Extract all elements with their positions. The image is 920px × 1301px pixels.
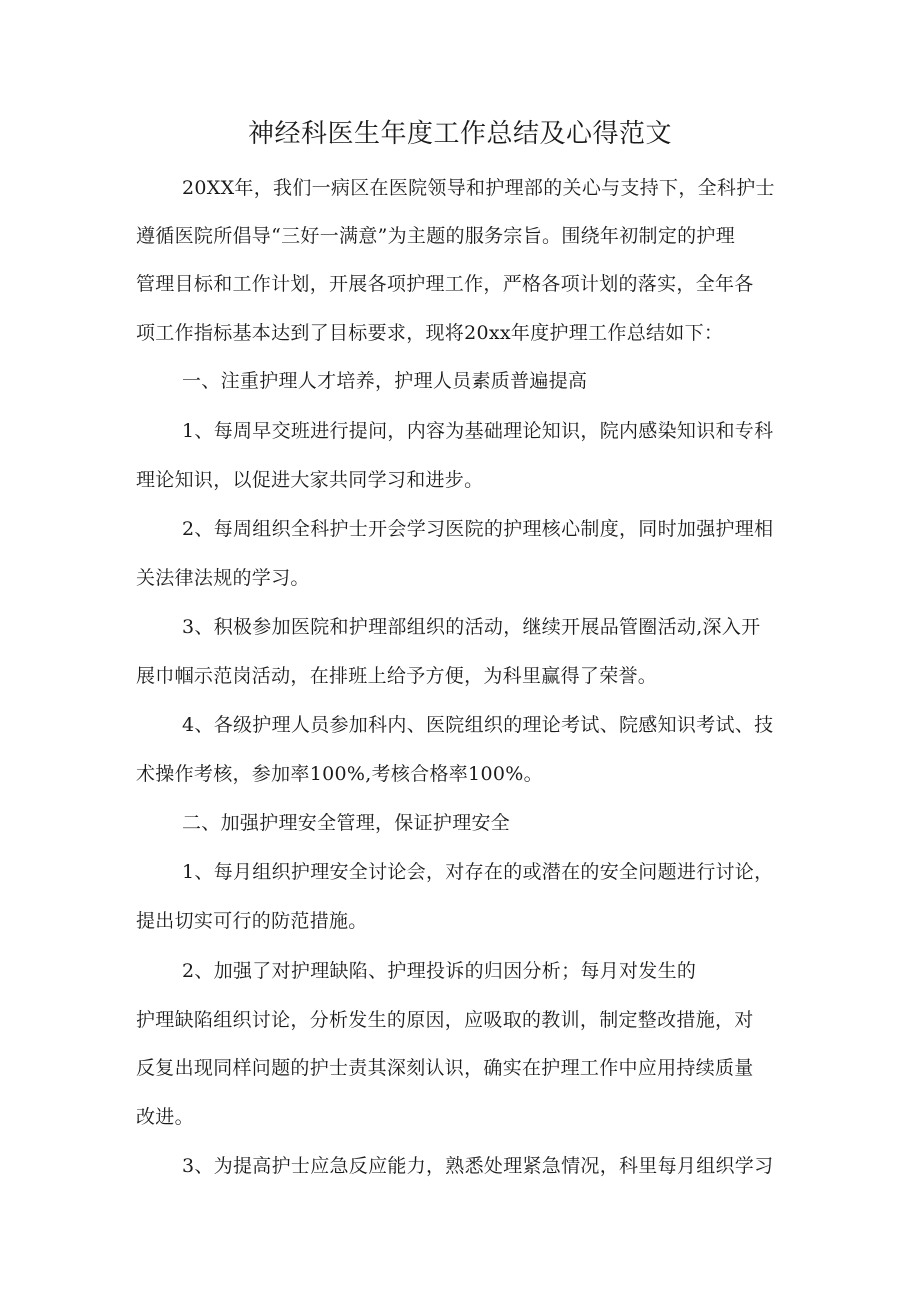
paragraph-line: 展巾帼示范岗活动，在排班上给予方便，为科里赢得了荣誉。 xyxy=(136,665,658,687)
paragraph-line: 理论知识，以促进大家共同学习和进步。 xyxy=(136,469,484,491)
paragraph-line: 项工作指标基本达到了目标要求，现将20xx年度护理工作总结如下： xyxy=(136,322,724,344)
paragraph-line: 关法律法规的学习。 xyxy=(136,567,310,589)
section-heading: 二、加强护理安全管理，保证护理安全 xyxy=(182,812,511,834)
paragraph-line: 4、各级护理人员参加科内、医院组织的理论考试、院感知识考试、技 xyxy=(182,714,774,736)
paragraph-line: 护理缺陷组织讨论，分析发生的原因，应吸取的教训，制定整改措施，对 xyxy=(136,1009,754,1031)
paragraph-line: 20XX年，我们一病区在医院领导和护理部的关心与支持下，全科护士 xyxy=(182,177,775,199)
paragraph-line: 提出切实可行的防范措施。 xyxy=(136,910,368,932)
paragraph-line: 2、每周组织全科护士开会学习医院的护理核心制度，同时加强护理相 xyxy=(182,518,774,540)
paragraph-line: 3、积极参加医院和护理部组织的活动，继续开展品管圈活动,深入开 xyxy=(182,616,761,638)
paragraph-line: 改进。 xyxy=(136,1106,194,1128)
paragraph-line: 1、每月组织护理安全讨论会，对存在的或潜在的安全问题进行讨论， xyxy=(182,861,774,883)
document-title: 神经科医生年度工作总结及心得范文 xyxy=(247,119,672,149)
paragraph-line: 1、每周早交班进行提问，内容为基础理论知识，院内感染知识和专科 xyxy=(182,420,774,442)
paragraph-line: 3、为提高护士应急反应能力，熟悉处理紧急情况，科里每月组织学习 xyxy=(182,1155,774,1177)
section-heading: 一、注重护理人才培养，护理人员素质普遍提高 xyxy=(182,370,588,392)
paragraph-line: 管理目标和工作计划，开展各项护理工作，严格各项计划的落实，全年各 xyxy=(136,273,754,295)
paragraph-line: 反复出现同样问题的护士责其深刻认识，确实在护理工作中应用持续质量 xyxy=(136,1057,754,1079)
paragraph-line: 遵循医院所倡导“三好一满意”为主题的服务宗旨。围绕年初制定的护理 xyxy=(136,225,736,247)
paragraph-line: 术操作考核，参加率100%,考核合格率100%。 xyxy=(136,763,543,785)
paragraph-line: 2、加强了对护理缺陷、护理投诉的归因分析；每月对发生的 xyxy=(182,960,697,982)
